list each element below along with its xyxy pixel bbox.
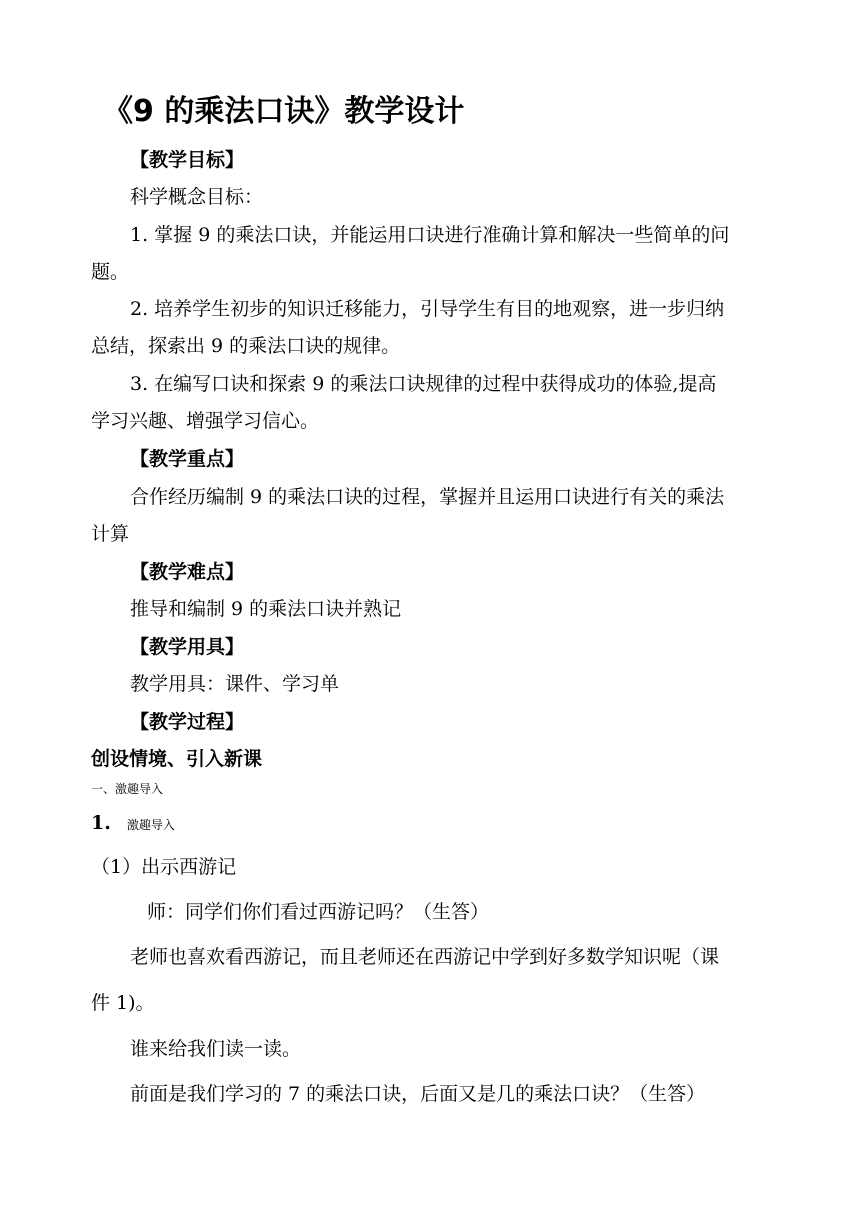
- tools-heading: 【教学用具】: [130, 636, 245, 658]
- step-1-number: 1.: [91, 812, 111, 834]
- paragraph-line-1: 老师也喜欢看西游记，而且老师还在西游记中学到好多数学知识呢（课: [130, 946, 720, 968]
- key-points-line-2: 计算: [91, 523, 130, 545]
- process-heading: 【教学过程】: [130, 711, 245, 733]
- objective-1-line-1: 1. 掌握 9 的乘法口诀，并能运用口诀进行准确计算和解决一些简单的问: [130, 224, 730, 246]
- objective-1-line-2: 题。: [91, 261, 130, 283]
- objective-2-line-1: 2. 培养学生初步的知识迁移能力，引导学生有目的地观察，进一步归纳: [130, 298, 725, 320]
- step-1-1: （1）出示西游记: [91, 856, 237, 878]
- step-1-row: [91, 810, 175, 836]
- paragraph-line-4: 前面是我们学习的 7 的乘法口诀，后面又是几的乘法口诀？（生答）: [130, 1083, 706, 1105]
- step-one-label: 一、激趣导入: [91, 782, 164, 796]
- objective-3-line-2: 学习兴趣、增强学习信心。: [91, 410, 320, 432]
- objective-2-line-2: 总结，探索出 9 的乘法口诀的规律。: [91, 335, 401, 357]
- paragraph-line-2: 件 1)。: [91, 992, 155, 1014]
- step-1-text: 激趣导入: [126, 818, 175, 832]
- process-subheading: 创设情境、引入新课: [91, 748, 263, 770]
- paragraph-line-3: 谁来给我们读一读。: [130, 1038, 302, 1060]
- document-title: 《9 的乘法口诀》教学设计: [103, 94, 465, 129]
- difficulty-text: 推导和编制 9 的乘法口诀并熟记: [130, 598, 402, 620]
- teacher-question: 师：同学们你们看过西游记吗？（生答）: [147, 901, 490, 923]
- objectives-subheading: 科学概念目标：: [130, 186, 264, 208]
- difficulty-heading: 【教学难点】: [130, 561, 245, 583]
- objective-3-line-1: 3. 在编写口诀和探索 9 的乘法口诀规律的过程中获得成功的体验,提高: [130, 373, 717, 395]
- key-points-line-1: 合作经历编制 9 的乘法口诀的过程，掌握并且运用口诀进行有关的乘法: [130, 486, 725, 508]
- objectives-heading: 【教学目标】: [130, 149, 245, 171]
- tools-text: 教学用具：课件、学习单: [130, 673, 340, 695]
- key-points-heading: 【教学重点】: [130, 448, 245, 470]
